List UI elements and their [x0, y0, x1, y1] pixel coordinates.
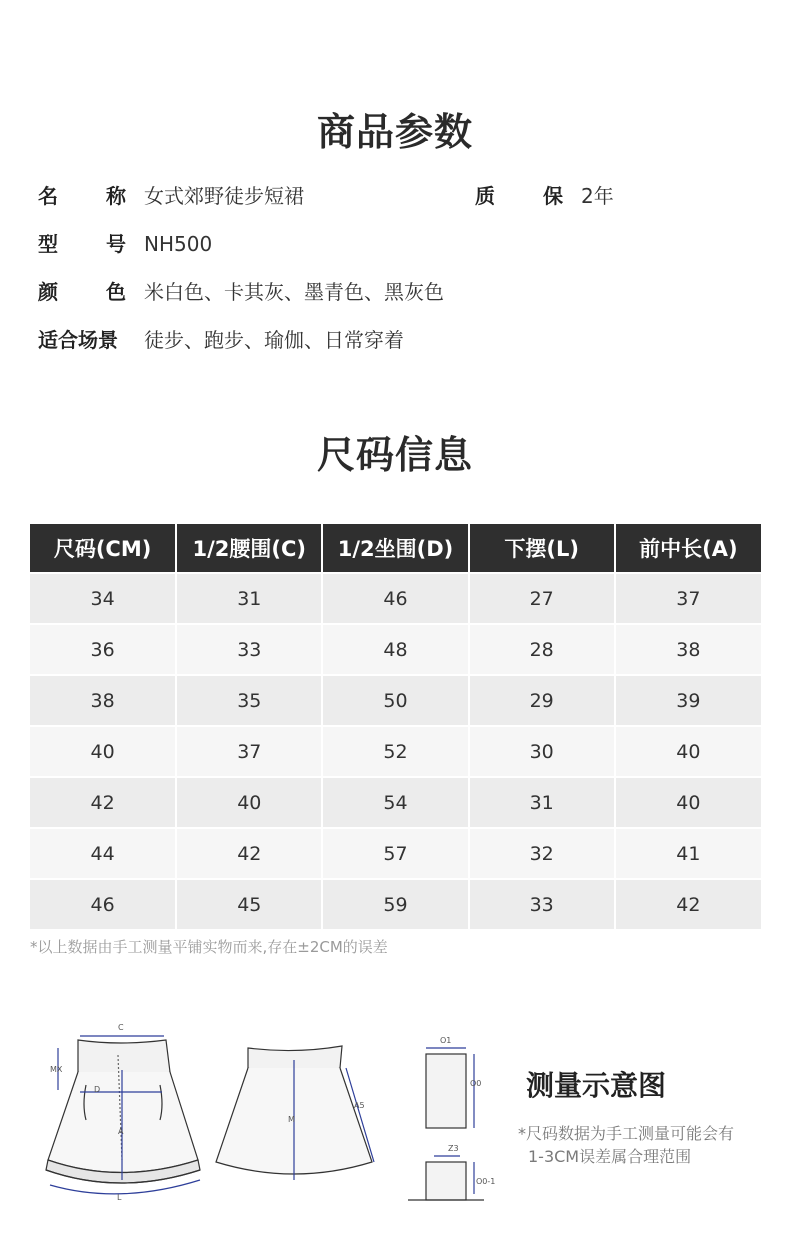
param-quality-row	[475, 181, 614, 211]
table-cell: 39	[615, 675, 761, 726]
table-cell: 31	[469, 777, 615, 828]
param-scene-value: 徒步、跑步、瑜伽、日常穿着	[144, 328, 404, 352]
param-name-row	[38, 181, 304, 211]
table-cell: 38	[30, 675, 176, 726]
size-title: 尺码信息	[316, 433, 473, 477]
pocket-drawing	[408, 1054, 484, 1200]
table-row	[30, 879, 761, 929]
measurement-diagram	[0, 1010, 520, 1225]
param-color-label: 颜色	[38, 280, 126, 304]
table-cell: 40	[615, 777, 761, 828]
label-z3: Z3	[448, 1144, 459, 1153]
table-row	[30, 726, 761, 777]
table-cell: 44	[30, 828, 176, 879]
table-cell: 42	[615, 879, 761, 929]
header-front-length: 前中长(A)	[615, 524, 761, 573]
table-row	[30, 828, 761, 879]
table-cell: 33	[176, 624, 322, 675]
label-a: A	[118, 1127, 124, 1136]
size-table-header	[30, 524, 761, 573]
table-cell: 42	[30, 777, 176, 828]
header-hip: 1/2坐围(D)	[322, 524, 468, 573]
header-waist: 1/2腰围(C)	[176, 524, 322, 573]
measure-title: 测量示意图	[526, 1069, 667, 1102]
table-cell: 37	[615, 573, 761, 624]
param-color-row	[38, 277, 444, 307]
header-size: 尺码(CM)	[30, 524, 176, 573]
label-c: C	[118, 1023, 124, 1032]
table-cell: 30	[469, 726, 615, 777]
label-d: D	[94, 1085, 101, 1094]
table-cell: 40	[30, 726, 176, 777]
label-l: L	[117, 1193, 122, 1202]
param-scene-row	[38, 325, 404, 355]
table-cell: 29	[469, 675, 615, 726]
table-cell: 40	[615, 726, 761, 777]
skirt-front-drawing	[46, 1040, 200, 1183]
params-title: 商品参数	[316, 110, 473, 154]
param-quality-label: 质保	[475, 184, 563, 208]
size-table	[30, 524, 761, 929]
label-o1: O1	[440, 1036, 452, 1045]
table-row	[30, 777, 761, 828]
param-name-value: 女式郊野徒步短裙	[144, 184, 304, 208]
table-cell: 35	[176, 675, 322, 726]
table-cell: 54	[322, 777, 468, 828]
header-hem: 下摆(L)	[469, 524, 615, 573]
size-note: *以上数据由手工测量平铺实物而来,存在±2CM的误差	[30, 938, 388, 956]
label-mx: MX	[50, 1065, 63, 1074]
table-cell: 57	[322, 828, 468, 879]
measure-note-line2: 1-3CM误差属合理范围	[528, 1147, 692, 1166]
table-cell: 42	[176, 828, 322, 879]
table-row	[30, 624, 761, 675]
param-name-label: 名称	[38, 184, 126, 208]
param-model-label: 型号	[38, 232, 126, 256]
measure-note-line1: *尺码数据为手工测量可能会有	[518, 1124, 735, 1143]
label-o0: O0	[470, 1079, 482, 1088]
table-cell: 38	[615, 624, 761, 675]
table-cell: 37	[176, 726, 322, 777]
label-o0-1: O0-1	[476, 1177, 496, 1186]
table-cell: 32	[469, 828, 615, 879]
table-row	[30, 675, 761, 726]
label-m: M	[288, 1115, 295, 1124]
table-cell: 52	[322, 726, 468, 777]
param-model-value: NH500	[144, 232, 213, 256]
param-model-row	[38, 229, 212, 259]
table-cell: 27	[469, 573, 615, 624]
label-a5: A5	[354, 1101, 365, 1110]
table-cell: 50	[322, 675, 468, 726]
table-cell: 40	[176, 777, 322, 828]
table-cell: 31	[176, 573, 322, 624]
table-row	[30, 573, 761, 624]
table-cell: 46	[30, 879, 176, 929]
table-cell: 46	[322, 573, 468, 624]
table-cell: 59	[322, 879, 468, 929]
param-color-value: 米白色、卡其灰、墨青色、黑灰色	[144, 280, 444, 304]
table-cell: 48	[322, 624, 468, 675]
param-scene-label: 适合场景	[38, 328, 118, 352]
table-cell: 28	[469, 624, 615, 675]
table-cell: 45	[176, 879, 322, 929]
table-cell: 33	[469, 879, 615, 929]
param-quality-value: 2年	[581, 184, 614, 208]
table-cell: 41	[615, 828, 761, 879]
table-cell: 34	[30, 573, 176, 624]
table-cell: 36	[30, 624, 176, 675]
